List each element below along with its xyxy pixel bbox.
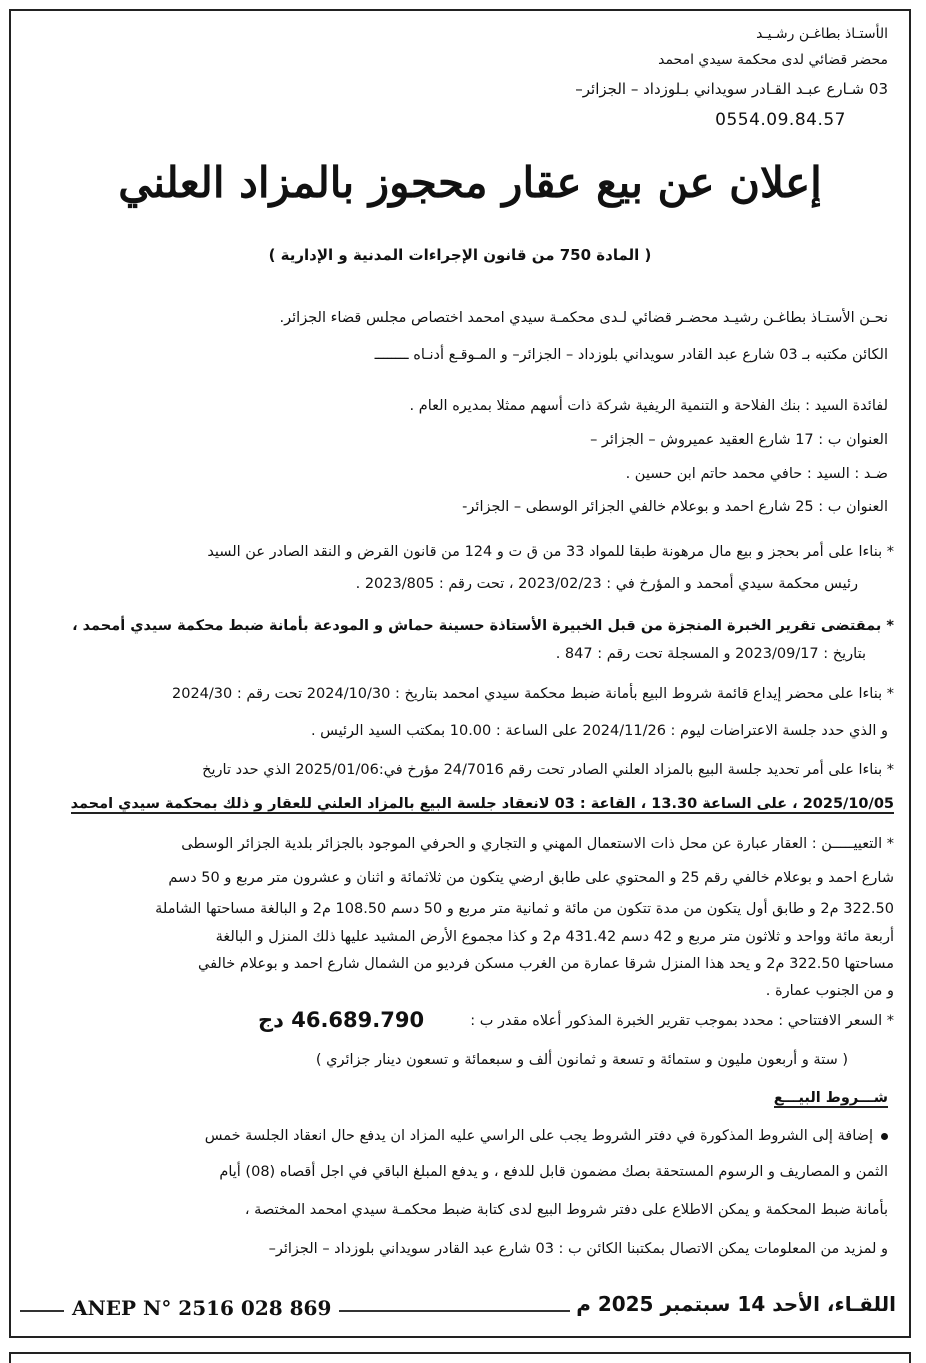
conditions-heading: شـــروط البيـــع <box>773 1090 888 1106</box>
bailiff-address: 03 شـارع عبـد القـادر سويداني بـلوزداد – الجزائر– <box>575 80 888 98</box>
designation-line-1: * التعييـــــن : العقار عبارة عن محل ذات الاستعمال المهني و التجاري و الحرفي الموجود بالجزائر بلدية الجزائر الوسطى <box>181 836 894 852</box>
designation-line-2: شارع احمد و بوعلام خالفي رقم 25 و المحتوي على طابق ارضي يتكون من ثلاثمائة و اثنان و عشرون متر مربع و 50 دسم <box>168 870 894 886</box>
bailiff-office: محضر قضائي لدى محكمة سيدي امحمد <box>658 52 888 68</box>
expertise-paragraph-line-2: بتاريخ : 2023/09/17 و المسجلة تحت رقم : 847 . <box>555 646 866 662</box>
bailiff-phone: 0554.09.84.57 <box>715 110 846 130</box>
conditions-line-4: و لمزيد من المعلومات يمكن الاتصال بمكتبنا الكائن ب : 03 شارع عبد القادر سويداني بلوزداد – الجزائر– <box>268 1241 888 1257</box>
conditions-line-2: الثمن و المصاريف و الرسوم المستحقة بصك مضمون قابل للدفع ، و يدفع المبلغ الباقي في اجل أقصاه (08) أيام <box>219 1164 888 1180</box>
defendant-address: العنوان ب : 25 شارع احمد و بوعلام خالفي الجزائر الوسطى – الجزائر- <box>462 499 888 515</box>
beneficiary: لفائدة السيد : بنك الفلاحة و التنمية الريفية شركة ذات أسهم ممثلا بمديره العام . <box>409 398 888 414</box>
order-paragraph-line-1: * بناءا على أمر بحجز و بيع مال مرهونة طبقا للمواد 33 من ق ت و 124 من قانون القرض و النقد الصادر عن السيد <box>207 544 894 560</box>
designation-line-6: و من الجنوب عمارة . <box>765 983 894 999</box>
bailiff-name: الأستـاذ بطاغـن رشـيـد <box>756 26 888 42</box>
conditions-line-3: بأمانة ضبط المحكمة و يمكن الاطلاع على دفتر شروط البيع لدى كتابة ضبط محكمـة سيدي امحمد المختصة ، <box>244 1202 888 1218</box>
beneficiary-address: العنوان ب : 17 شارع العقيد عميروش – الجزائر – <box>590 432 888 448</box>
intro-line-2: الكائن مكتبه بـ 03 شارع عبد القادر سويداني بلوزداد – الجزائر– و المـوقـع أدنـاه ــــــــ <box>374 347 888 363</box>
conditions-text-1: إضافة إلى الشروط المذكورة في دفتر الشروط يجب على الراسي عليه المزاد ان يدفع حال انعقاد الجلسة خمس <box>204 1128 873 1144</box>
designation-line-5: مساحتها 322.50 م2 و يحد هذا المنزل شرقا عمارة من الغرب مسكن فرديو من الشمال شارع احمد و بوعلام خالفي <box>197 956 894 972</box>
page-title: إعلان عن بيع عقار محجوز بالمزاد العلني <box>118 158 822 207</box>
sale-order-line-2: 2025/10/05 ، على الساعة 13.30 ، القاعة : 03 لانعقاد جلسة البيع بالمزاد العلني للعقار و ذلك بمحكمة سيدي امحمد <box>70 796 894 812</box>
designation-line-4: أربعة مائة وواحد و ثلاثون متر مربع و 42 دسم 431.42 م2 و كذا مجموع الأرض المشيد عليها ذلك المنزل و البالغة <box>215 929 894 945</box>
order-paragraph-line-2: رئيس محكمة سيدي أمحمد و المؤرخ في : 2023/02/23 ، تحت رقم : 2023/805 . <box>355 576 858 592</box>
next-notice-frame <box>9 1352 911 1363</box>
signature-date: اللقـاء، الأحد 14 سبتمبر 2025 م <box>570 1292 902 1316</box>
opening-price-label: * السعر الافتتاحي : محدد بموجب تقرير الخبرة المذكور أعلاه مقدر ب : <box>470 1013 894 1029</box>
opening-price-value: 46.689.790 دج <box>258 1008 425 1032</box>
expertise-paragraph-line-1: * بمقتضى تقرير الخبرة المنجزة من قبل الخبيرة الأستاذة حسينة حماش و المودعة بأمانة ضبط محكمة سيدي أمحمد ، <box>72 618 894 634</box>
deposit-paragraph-line-2: و الذي حدد جلسة الاعتراضات ليوم : 2024/11/26 على الساعة : 10.00 بمكتب السيد الرئيس . <box>310 723 888 739</box>
page-subtitle: ( المادة 750 من قانون الإجراءات المدنية و الإدارية ) <box>268 246 652 264</box>
opening-price-words: ( ستة و أربعون مليون و ستمائة و تسعة و ثمانون ألف و سبعمائة و تسعون دينار جزائري ) <box>315 1052 848 1068</box>
bullet-icon <box>881 1133 888 1140</box>
deposit-paragraph-line-1: * بناءا على محضر إيداع قائمة شروط البيع بأمانة ضبط محكمة سيدي امحمد بتاريخ : 2024/10/30 تحت رقم : 2024/30 <box>172 686 894 702</box>
designation-line-3: 322.50 م2 و طابق أول يتكون من مدة تتكون من مائة و ثمانية متر مربع و 50 دسم 108.50 م2 و البالغة مساحتها الشاملة <box>155 901 894 917</box>
defendant: ضـد : السيد : حافي محمد حاتم ابن حسين . <box>625 466 888 482</box>
sale-order-line-1: * بناءا على أمر تحديد جلسة البيع بالمزاد العلني الصادر تحت رقم 24/7016 مؤرخ في:2025/01/06 الذي حدد تاريخ <box>202 762 894 778</box>
anep-number: ANEP N° 2516 028 869 <box>64 1296 339 1320</box>
conditions-line-1 <box>205 1128 888 1144</box>
intro-line-1: نحـن الأستـاذ بطاغـن رشيـد محضـر قضائي لـدى محكمـة سيدي امحمد اختصاص مجلس قضاء الجزائر. <box>279 310 888 326</box>
